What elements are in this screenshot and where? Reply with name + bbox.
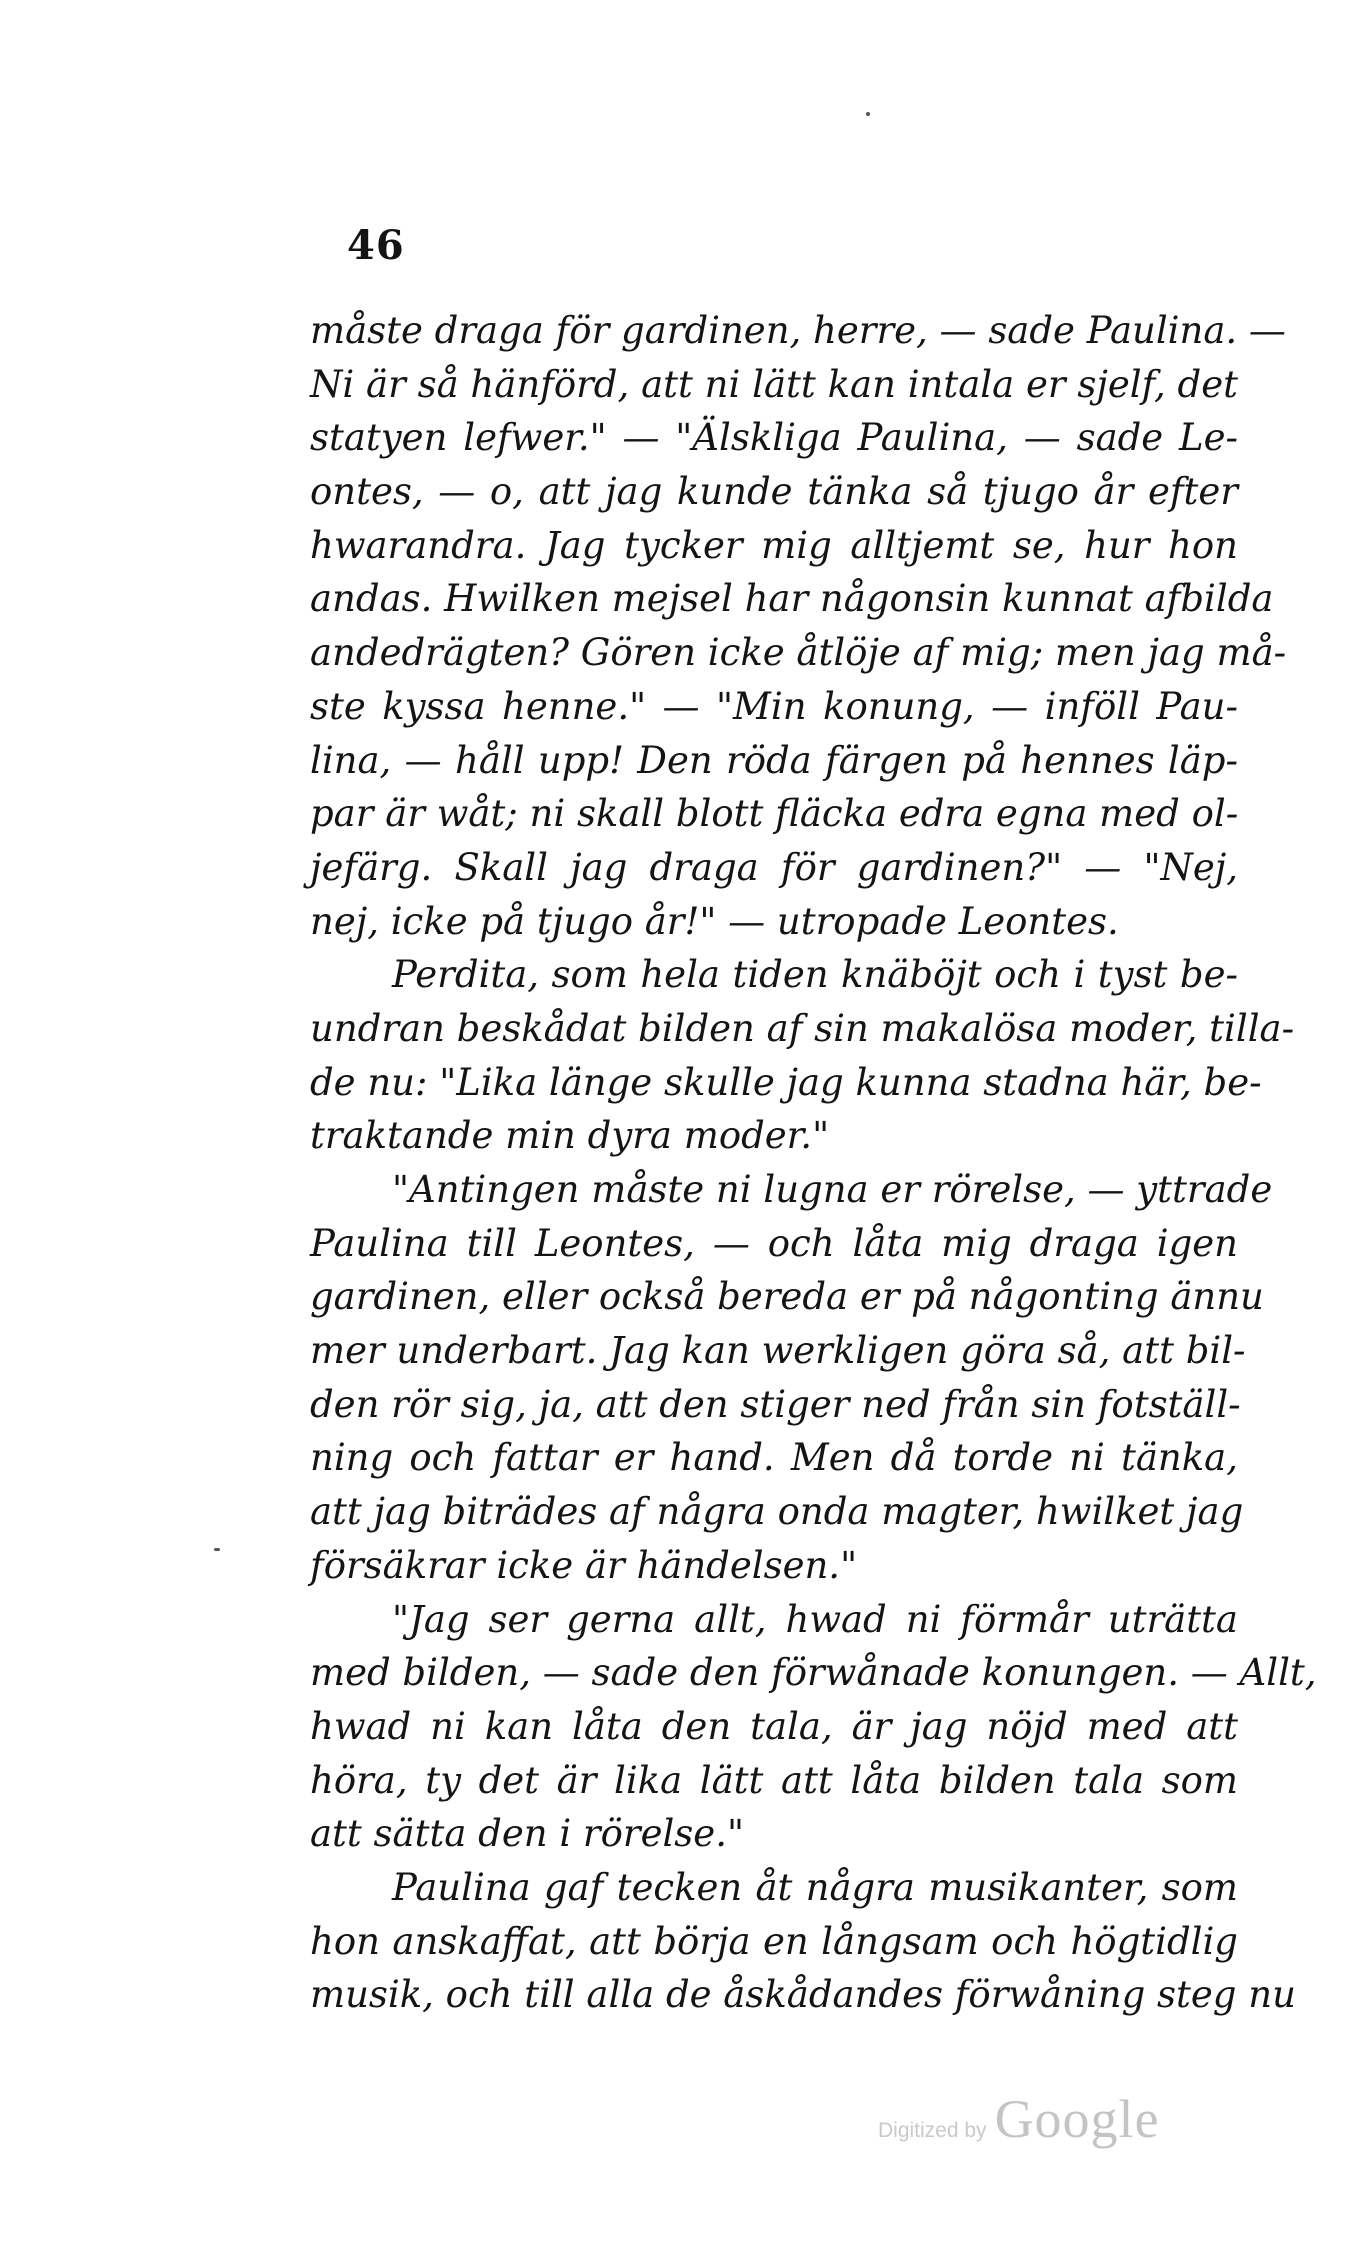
text-line: Ni är så hänförd, att ni lätt kan intala er sjelf, det [310, 362, 1238, 406]
text-line: statyen lefwer." — "Älskliga Paulina, — sade Le- [310, 416, 1238, 460]
text-line: mer underbart. Jag kan werkligen göra så, att bil- [310, 1329, 1246, 1373]
scan-speck [866, 112, 870, 116]
google-logo: Google [994, 2089, 1160, 2149]
text-line: de nu: "Lika länge skulle jag kunna stadna här, be- [310, 1060, 1262, 1104]
text-line: traktande min dyra moder." [310, 1114, 830, 1158]
scan-speck [214, 1548, 220, 1551]
text-line: hon anskaffat, att börja en långsam och högtidlig [310, 1919, 1238, 1963]
body-text [310, 304, 1317, 2022]
digitization-watermark [878, 2088, 1160, 2148]
text-line: Perdita, som hela tiden knäböjt och i tyst be- [392, 953, 1238, 997]
text-line: "Antingen måste ni lugna er rörelse, — yttrade [392, 1168, 1273, 1211]
text-line: måste draga för gardinen, herre, — sade Paulina. — [310, 309, 1286, 352]
text-line: par är wåt; ni skall blott fläcka edra egna med ol- [310, 792, 1239, 836]
page-number: 46 [347, 222, 405, 269]
text-line: försäkrar icke är händelsen." [310, 1543, 858, 1587]
text-line: ning och fattar er hand. Men då torde ni tänka, [310, 1436, 1238, 1480]
text-line: med bilden, — sade den förwånade konungen. — Allt, [310, 1651, 1317, 1695]
text-line: ste kyssa henne." — "Min konung, — inföll Pau- [310, 684, 1238, 728]
text-line: andedrägten? Gören icke åtlöje af mig; men jag må- [310, 631, 1287, 675]
watermark-prefix: Digitized by [878, 2119, 987, 2142]
text-line: lina, — håll upp! Den röda färgen på hennes läp- [310, 738, 1238, 782]
text-line: ontes, — o, att jag kunde tänka så tjugo år efter [310, 470, 1238, 514]
text-line: att sätta den i rörelse." [310, 1812, 744, 1856]
text-line: jefärg. Skall jag draga för gardinen?" — "Nej, [310, 845, 1238, 889]
text-line: undran beskådat bilden af sin makalösa moder, tilla- [310, 1006, 1295, 1050]
text-line: Paulina till Leontes, — och låta mig draga igen [310, 1221, 1238, 1265]
text-line: nej, icke på tjugo år!" — utropade Leontes. [310, 899, 1119, 943]
text-line: att jag biträdes af några onda magter, hwilket jag [310, 1490, 1244, 1534]
text-line: andas. Hwilken mejsel har någonsin kunnat afbilda [310, 577, 1274, 621]
text-line: Paulina gaf tecken åt några musikanter, som [392, 1865, 1238, 1909]
text-line: hwarandra. Jag tycker mig alltjemt se, hur hon [310, 523, 1238, 567]
text-line: den rör sig, ja, att den stiger ned från sin fotställ- [310, 1382, 1241, 1426]
text-line: "Jag ser gerna allt, hwad ni förmår uträtta [392, 1597, 1238, 1641]
text-line: musik, och till alla de åskådandes förwåning steg nu [310, 1973, 1296, 2017]
text-line: gardinen, eller också bereda er på någonting ännu [310, 1275, 1264, 1319]
text-line: hwad ni kan låta den tala, är jag nöjd med att [310, 1704, 1238, 1748]
text-line: höra, ty det är lika lätt att låta bilden tala som [310, 1758, 1238, 1802]
